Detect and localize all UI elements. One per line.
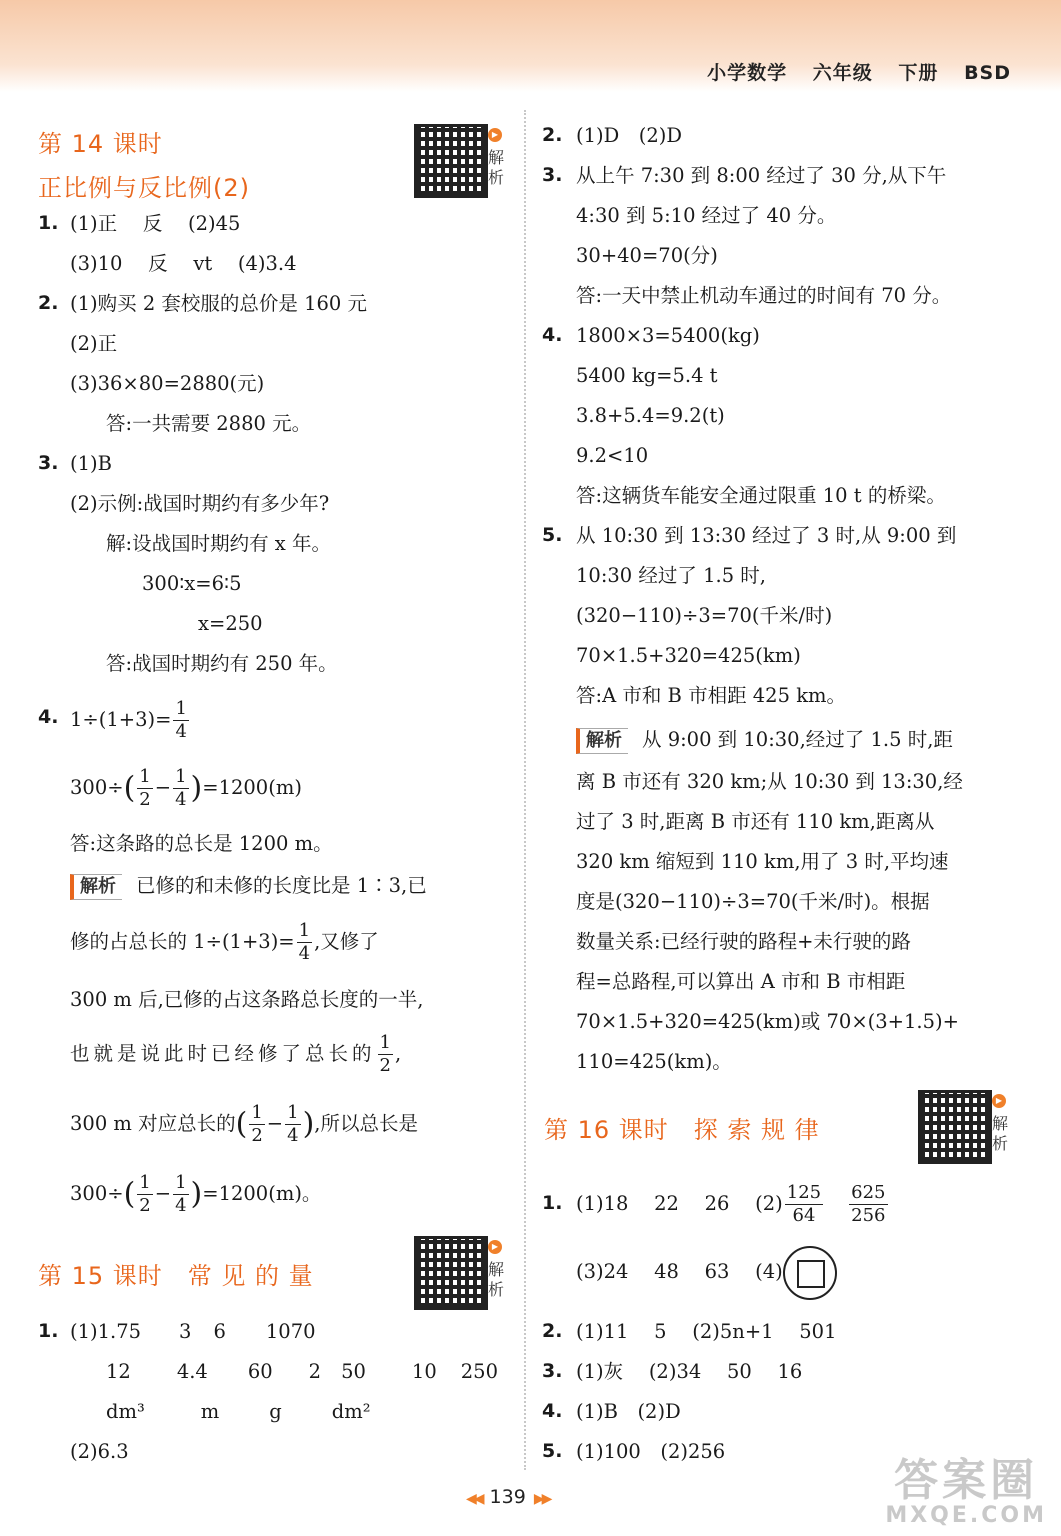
r-q3-l4: 答:一天中禁止机动车通过的时间有 70 分。	[576, 284, 952, 307]
q1-number: 1.	[38, 212, 59, 234]
q2-number: 2.	[38, 292, 59, 314]
fraction: $\frac{1}{4}$	[175, 698, 187, 742]
q4-line3: 答:这条路的总长是 1200 m。	[70, 832, 333, 855]
r-q5-l5: 答:A 市和 B 市相距 425 km。	[576, 684, 847, 707]
page-number: 139	[489, 1486, 526, 1508]
q4-analysis-2: 修的占总长的 1÷(1+3)= $\frac{1}{4}$ ,又修了	[70, 920, 379, 964]
page-footer	[458, 1486, 557, 1508]
r-q4-l1: 1800×3=5400(kg)	[576, 324, 760, 347]
lesson14-qr-code[interactable]	[414, 124, 488, 198]
r-q5-l1: 从 10:30 到 13:30 经过了 3 时,从 9:00 到	[576, 524, 957, 547]
q4-analysis-4: 也就是说此时已经修了总长的 $\frac{1}{2}$ ,	[70, 1032, 402, 1076]
l15-q1-number: 1.	[38, 1320, 59, 1342]
q4-analysis-6: 300÷( $\frac{1}{2}$ − $\frac{1}{4}$ )=1200(m)。	[70, 1172, 322, 1216]
r-q3-l1: 从上午 7:30 到 8:00 经过了 30 分,从下午	[576, 164, 947, 187]
q2-line3: (3)36×80=2880(元)	[70, 372, 265, 395]
lesson16-qr-label: 解析	[992, 1114, 1009, 1153]
r-q4-l4: 9.2<10	[576, 444, 649, 467]
l16-q3: (1)灰 (2)34 50 16	[576, 1360, 803, 1383]
r-q2-number: 2.	[542, 124, 563, 146]
lesson16-qr-code[interactable]	[918, 1090, 992, 1164]
next-arrows-icon: ▶▶	[533, 1491, 550, 1507]
l16-q5-number: 5.	[542, 1440, 563, 1462]
q2-line4: 答:一共需要 2880 元。	[106, 412, 312, 435]
q4-line2: 300÷( $\frac{1}{2}$ − $\frac{1}{4}$ )=1200(m)	[70, 766, 302, 810]
header-grade: 六年级	[812, 62, 873, 84]
header-edition: BSD	[964, 62, 1011, 84]
r-q5-analysis-1: 解析 从 9:00 到 10:30,经过了 1.5 时,距	[576, 726, 953, 754]
lesson15-qr-label: 解析	[488, 1260, 505, 1299]
r-q5-analysis-4: 320 km 缩短到 110 km,用了 3 时,平均速	[576, 850, 949, 873]
q4-analysis-3: 300 m 后,已修的占这条路总长度的一半,	[70, 988, 424, 1011]
header-volume: 下册	[898, 62, 939, 84]
q3-line3: 解:设战国时期约有 x 年。	[106, 532, 331, 555]
q3-number: 3.	[38, 452, 59, 474]
fraction: $\frac{1}{2}$	[379, 1032, 391, 1076]
r-q5-analysis-3: 过了 3 时,距离 B 市还有 110 km,距离从	[576, 810, 935, 833]
q4-line1-text: 1÷(1+3)=	[70, 708, 172, 731]
r-q3-number: 3.	[542, 164, 563, 186]
q4-line1	[70, 696, 191, 744]
fraction: $\frac{1}{4}$	[298, 920, 311, 964]
q4-number: 4.	[38, 706, 59, 728]
l15-row1: (1)1.75 3 6 1070	[70, 1320, 316, 1343]
q4-analysis-5: 300 m 对应总长的( $\frac{1}{2}$ − $\frac{1}{4}$ ),所以总长是	[70, 1102, 418, 1146]
l16-q4-number: 4.	[542, 1400, 563, 1422]
q3-line5: x=250	[198, 612, 263, 635]
q3-line1: (1)B	[70, 452, 112, 475]
fraction: $\frac{1}{4}$	[175, 766, 187, 810]
column-divider	[524, 110, 526, 1470]
lesson16-title: 第 16 课时 探 索 规 律	[544, 1116, 820, 1144]
q1-line2: (3)10 反 vt (4)3.4	[70, 252, 297, 275]
q2-line1: (1)购买 2 套校服的总价是 160 元	[70, 292, 368, 315]
l16-q4: (1)B (2)D	[576, 1400, 681, 1423]
r-q4-l3: 3.8+5.4=9.2(t)	[576, 404, 725, 427]
l16-q1-l1: (1)18 22 26 (2) $\frac{125}{64}$ $\frac{625}{256}$	[576, 1182, 886, 1226]
r-q4-number: 4.	[542, 324, 563, 346]
r-q5-analysis-5: 度是(320−110)÷3=70(千米/时)。根据	[576, 890, 930, 913]
q1-line1: (1)正 反 (2)45	[70, 212, 241, 235]
q3-line2: (2)示例:战国时期约有多少年?	[70, 492, 330, 515]
r-q5-number: 5.	[542, 524, 563, 546]
watermark-line2: MXQE.COM	[885, 1503, 1047, 1528]
l16-q2-number: 2.	[542, 1320, 563, 1342]
r-q5-analysis-2: 离 B 市还有 320 km;从 10:30 到 13:30,经	[576, 770, 963, 793]
r-q4-l2: 5400 kg=5.4 t	[576, 364, 718, 387]
watermark-line1: 答案圈	[894, 1455, 1039, 1506]
r-q3-l3: 30+40=70(分)	[576, 244, 718, 267]
analysis-tag: 解析	[576, 728, 628, 754]
fraction: $\frac{1}{4}$	[287, 1102, 299, 1146]
lesson15-title: 第 15 课时 常 见 的 量	[38, 1262, 314, 1290]
lesson14-qr-label: 解析	[488, 148, 505, 187]
lesson14-title-number: 第 14 课时	[38, 130, 163, 158]
header-text	[689, 58, 1011, 85]
r-q4-l5: 答:这辆货车能安全通过限重 10 t 的桥梁。	[576, 484, 946, 507]
prev-arrows-icon: ◀◀	[466, 1491, 482, 1507]
q2-line2: (2)正	[70, 332, 118, 355]
play-icon: ▶	[488, 128, 502, 142]
l16-q3-number: 3.	[542, 1360, 563, 1382]
analysis-tag: 解析	[70, 874, 122, 900]
fraction: $\frac{125}{64}$	[786, 1182, 822, 1226]
fraction: $\frac{1}{4}$	[175, 1172, 187, 1216]
q3-line6: 答:战国时期约有 250 年。	[106, 652, 338, 675]
play-icon: ▶	[992, 1094, 1006, 1108]
r-q5-analysis-6: 数量关系:已经行驶的路程+未行驶的路	[576, 930, 911, 953]
lesson15-qr-code[interactable]	[414, 1236, 488, 1310]
l15-row3: dm³ m g dm²	[106, 1400, 371, 1423]
l15-row4: (2)6.3	[70, 1440, 129, 1463]
header-subject: 小学数学	[707, 62, 788, 84]
fraction: $\frac{1}{2}$	[251, 1102, 263, 1146]
l16-q2: (1)11 5 (2)5n+1 501	[576, 1320, 837, 1343]
play-icon: ▶	[488, 1240, 502, 1254]
r-q3-l2: 4:30 到 5:10 经过了 40 分。	[576, 204, 837, 227]
r-q5-l3: (320−110)÷3=70(千米/时)	[576, 604, 833, 627]
l16-q1-number: 1.	[542, 1192, 563, 1214]
watermark	[885, 1455, 1047, 1528]
r-q2: (1)D (2)D	[576, 124, 683, 147]
l15-row2: 12 4.4 60 2 50 10 250	[106, 1360, 498, 1383]
l16-q5: (1)100 (2)256	[576, 1440, 726, 1463]
r-q5-analysis-8: 70×1.5+320=425(km)或 70×(3+1.5)+	[576, 1010, 959, 1033]
fraction: $\frac{1}{2}$	[139, 766, 151, 810]
r-q5-l4: 70×1.5+320=425(km)	[576, 644, 801, 667]
fraction: $\frac{1}{2}$	[139, 1172, 151, 1216]
r-q5-analysis-7: 程=总路程,可以算出 A 市和 B 市相距	[576, 970, 906, 993]
l16-q1-l2: (3)24 48 63 (4)	[576, 1244, 837, 1300]
r-q5-l2: 10:30 经过了 1.5 时,	[576, 564, 767, 587]
circle-square-shape-icon	[783, 1246, 837, 1300]
lesson14-title-topic: 正比例与反比例(2)	[38, 174, 250, 202]
r-q5-analysis-9: 110=425(km)。	[576, 1050, 732, 1073]
q4-analysis-1: 解析 已修的和未修的长度比是 1∶3,已	[70, 872, 427, 900]
q3-line4: 300∶x=6∶5	[142, 572, 242, 595]
fraction: $\frac{625}{256}$	[851, 1182, 886, 1226]
